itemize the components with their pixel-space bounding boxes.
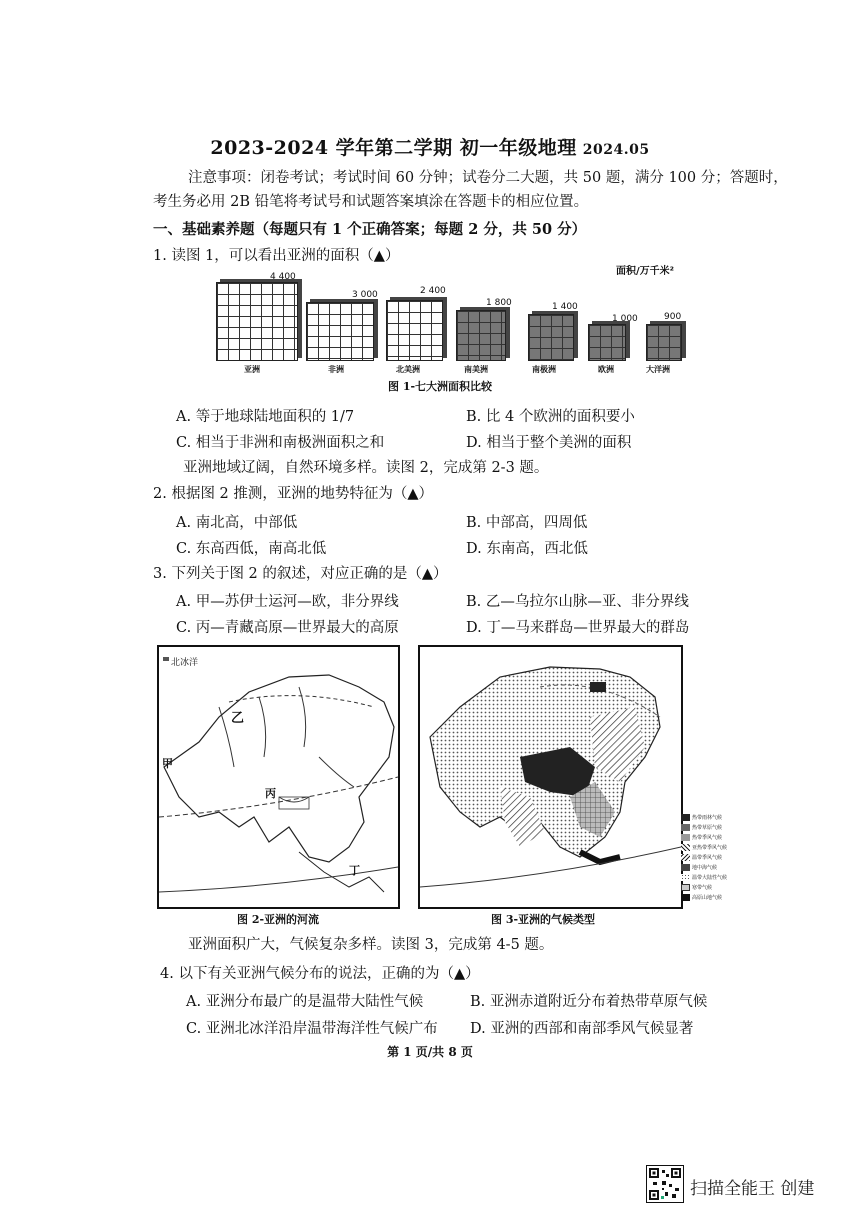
q2-stem-text: 2. 根据图 2 推测，亚洲的地势特征为（ (153, 486, 408, 502)
label-africa: 非洲 (328, 365, 344, 374)
label-bing: 丙 (265, 787, 276, 800)
q1-stem: 1. 读图 1，可以看出亚洲的面积（▲） (153, 247, 400, 264)
page-number: 第 1 页/共 8 页 (387, 1045, 473, 1059)
q4-option-b: B. 亚洲赤道附近分布着热带草原气候 (470, 994, 708, 1010)
legend-item (681, 852, 751, 862)
asia-climate-map-graphic (420, 647, 681, 907)
legend-swatch (681, 844, 690, 851)
legend-swatch (681, 894, 690, 901)
label-asia: 亚洲 (244, 365, 260, 374)
q3-stem-text: 3. 下列关于图 2 的叙述，对应正确的是（ (153, 566, 422, 582)
legend-label: 热带季风气候 (692, 834, 723, 841)
section-heading: 一、基础素养题（每题只有 1 个正确答案；每题 2 分，共 50 分） (153, 221, 587, 238)
intro-q4-5: 亚洲面积广大，气候复杂多样。读图 3，完成第 4-5 题。 (188, 937, 554, 953)
q4-option-a: A. 亚洲分布最广的是温带大陆性气候 (186, 994, 424, 1010)
legend-swatch (681, 854, 690, 861)
value-antarctica: 1 400 (552, 302, 578, 312)
value-asia: 4 400 (270, 272, 296, 282)
q4-option-c: C. 亚洲北冰洋沿岸温带海洋性气候广布 (186, 1021, 438, 1037)
figure3-legend (681, 812, 751, 902)
block-north-america (386, 300, 443, 361)
q1-option-a: A. 等于地球陆地面积的 1/7 (176, 409, 355, 425)
legend-label: 地中海气候 (692, 864, 718, 871)
q3-option-b: B. 乙—乌拉尔山脉—亚、非分界线 (466, 594, 689, 610)
legend-item (681, 892, 751, 902)
figure2-map (157, 645, 400, 909)
asia-rivers-map-graphic (159, 647, 398, 907)
scanner-watermark: 扫描全能王 创建 (690, 1179, 815, 1199)
label-ding: 丁 (349, 864, 360, 877)
q1-option-d: D. 相当于整个美洲的面积 (466, 435, 632, 451)
q3-stem: 3. 下列关于图 2 的叙述，对应正确的是（▲） (153, 565, 448, 582)
q4-stem: 4. 以下有关亚洲气候分布的说法，正确的为（▲） (160, 965, 480, 982)
exam-date: 2024.05 (582, 142, 650, 158)
answer-mark: ▲ (373, 247, 385, 264)
legend-swatch (681, 884, 690, 891)
label-yi: 乙 (231, 711, 245, 726)
qr-code-graphic (647, 1166, 683, 1202)
q2-option-b: B. 中部高，四周低 (466, 515, 588, 531)
q2-stem: 2. 根据图 2 推测，亚洲的地势特征为（▲） (153, 485, 434, 502)
legend-item (681, 812, 751, 822)
legend-item (681, 882, 751, 892)
value-north-america: 2 400 (420, 286, 446, 296)
label-arctic-ocean: 北冰洋 (171, 658, 199, 668)
legend-swatch (681, 834, 690, 841)
q1-option-c: C. 相当于非洲和南极洲面积之和 (176, 435, 385, 451)
notice-line-1: 注意事项：闭卷考试；考试时间 60 分钟；试卷分二大题，共 50 题，满分 100 分；答题时， (188, 170, 788, 186)
label-oceania: 大洋洲 (646, 365, 670, 374)
legend-label: 温带季风气候 (692, 854, 723, 861)
block-south-america (456, 310, 506, 361)
q2-option-c: C. 东高西低，南高北低 (176, 541, 327, 557)
figure2-caption: 图 2-亚洲的河流 (237, 913, 320, 926)
label-south-america: 南美洲 (464, 365, 488, 374)
label-jia: 甲 (162, 757, 173, 770)
block-asia (216, 282, 298, 361)
label-antarctica: 南极洲 (532, 365, 556, 374)
legend-label: 温带大陆性气候 (692, 874, 728, 881)
legend-item (681, 872, 751, 882)
answer-mark: ▲ (453, 965, 466, 982)
q3-option-a: A. 甲—苏伊士运河—欧，非分界线 (176, 594, 399, 610)
qr-code-icon (646, 1165, 684, 1203)
q1-option-b: B. 比 4 个欧洲的面积要小 (466, 409, 635, 425)
legend-item (681, 832, 751, 842)
legend-label: 亚热带季风气候 (692, 844, 728, 851)
legend-swatch (681, 824, 690, 831)
value-south-america: 1 800 (486, 298, 512, 308)
legend-item (681, 862, 751, 872)
legend-label: 寒带气候 (692, 884, 713, 891)
notice-line-2: 考生务必用 2B 铅笔将考试号和试题答案填涂在答题卡的相应位置。 (153, 194, 589, 210)
figure1-caption: 图 1-七大洲面积比较 (388, 380, 493, 393)
block-oceania (646, 324, 682, 361)
legend-swatch (681, 814, 690, 821)
figure1-unit: 面积/万千米² (616, 266, 675, 277)
legend-label: 高原山地气候 (692, 894, 723, 901)
legend-label: 热带草原气候 (692, 824, 723, 831)
value-europe: 1 000 (612, 314, 638, 324)
legend-label: 热带雨林气候 (692, 814, 723, 821)
answer-mark: ▲ (421, 565, 434, 582)
label-europe: 欧洲 (598, 365, 614, 374)
legend-swatch (681, 874, 690, 881)
block-europe (588, 324, 626, 361)
q4-stem-text: 4. 以下有关亚洲气候分布的说法，正确的为（ (160, 966, 454, 982)
answer-mark: ▲ (407, 485, 419, 502)
q3-option-c: C. 丙—青藏高原—世界最大的高原 (176, 620, 399, 636)
q4-option-d: D. 亚洲的西部和南部季风气候显著 (470, 1021, 694, 1037)
label-north-america: 北美洲 (396, 365, 420, 374)
figure3-map (418, 645, 683, 909)
exam-title (0, 133, 860, 160)
intro-q2-3: 亚洲地域辽阔，自然环境多样。读图 2，完成第 2-3 题。 (183, 460, 549, 476)
q3-option-d: D. 丁—马来群岛—世界最大的群岛 (466, 620, 690, 636)
figure3-caption: 图 3-亚洲的气候类型 (491, 913, 596, 926)
legend-swatch (681, 864, 690, 871)
block-africa (306, 302, 374, 361)
legend-item (681, 822, 751, 832)
title-text: 2023-2024 学年第二学期 初一年级地理 (210, 137, 577, 159)
q1-stem-text: 1. 读图 1，可以看出亚洲的面积（ (153, 248, 374, 264)
q2-option-d: D. 东南高，西北低 (466, 541, 588, 557)
legend-item (681, 842, 751, 852)
figure1 (200, 258, 700, 393)
block-antarctica (528, 314, 574, 361)
value-oceania: 900 (664, 312, 682, 322)
q2-option-a: A. 南北高，中部低 (176, 515, 298, 531)
value-africa: 3 000 (352, 290, 378, 300)
